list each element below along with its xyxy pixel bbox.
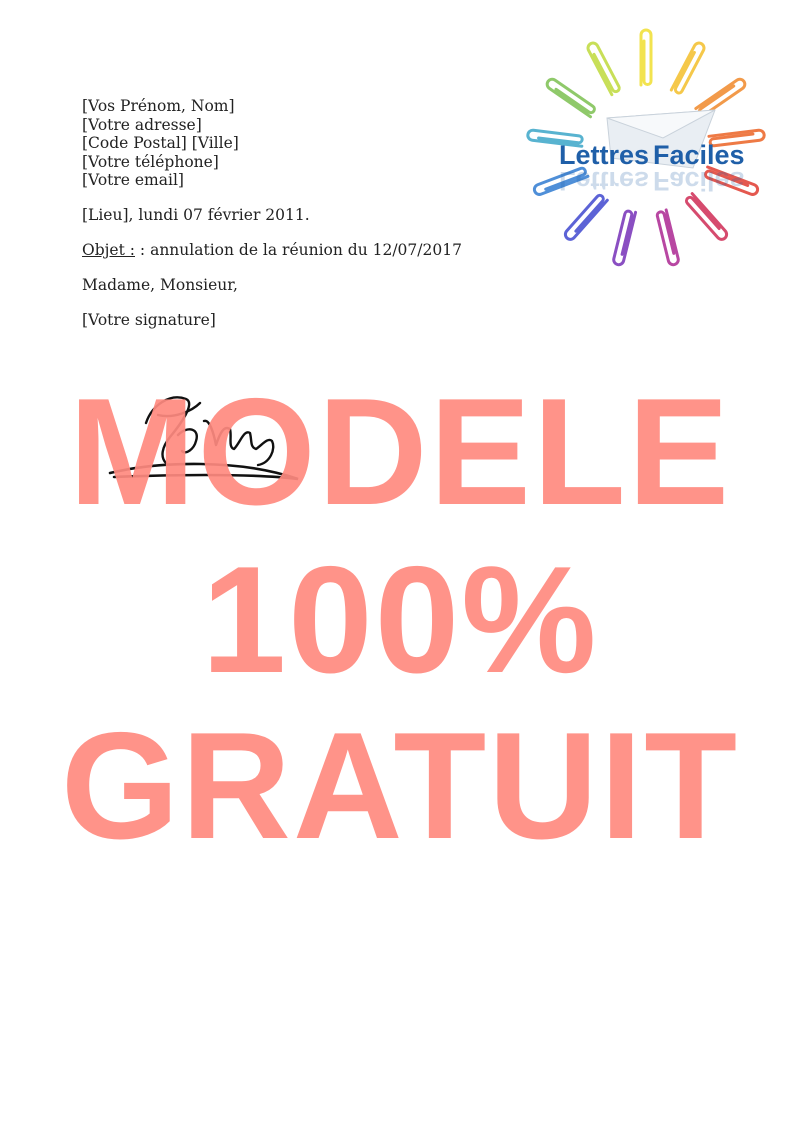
- date-line: [Lieu], lundi 07 février 2011.: [82, 206, 310, 224]
- paperclip-icon: [563, 194, 607, 242]
- sender-city: [Code Postal] [Ville]: [82, 134, 239, 153]
- salutation: Madame, Monsieur,: [82, 276, 238, 294]
- paperclip-icon: [685, 194, 729, 242]
- paperclip-icon: [641, 30, 651, 85]
- watermark-line-1: MODELE: [68, 367, 732, 537]
- paperclip-icon: [545, 77, 596, 116]
- sender-name: [Vos Prénom, Nom]: [82, 97, 235, 115]
- signature-placeholder: [Votre signature]: [82, 311, 216, 329]
- watermark-line-2: 100%: [201, 535, 599, 705]
- subject-line: [82, 241, 462, 259]
- sender-address: [Votre adresse]: [82, 115, 202, 134]
- logo-reflection-lettres: Lettres: [559, 166, 650, 196]
- logo-word-lettres: Lettres: [559, 140, 650, 170]
- paperclip-icon: [671, 41, 705, 94]
- subject-text: : annulation de la réunion du 12/07/2017: [135, 241, 462, 259]
- watermark-line-3: GRATUIT: [60, 701, 740, 871]
- sender-block: [82, 97, 239, 190]
- paperclip-icon: [656, 210, 679, 266]
- paperclip-icon: [586, 41, 620, 94]
- paperclip-icon: [613, 210, 636, 266]
- logo-reflection-faciles: Faciles: [653, 166, 745, 196]
- logo-word-faciles: Faciles: [653, 140, 745, 170]
- sender-phone: [Votre téléphone]: [82, 152, 219, 171]
- subject-label: Objet :: [82, 241, 135, 259]
- paperclip-ring-envelope-icon: [515, 18, 777, 280]
- sender-email: [Votre email]: [82, 171, 184, 190]
